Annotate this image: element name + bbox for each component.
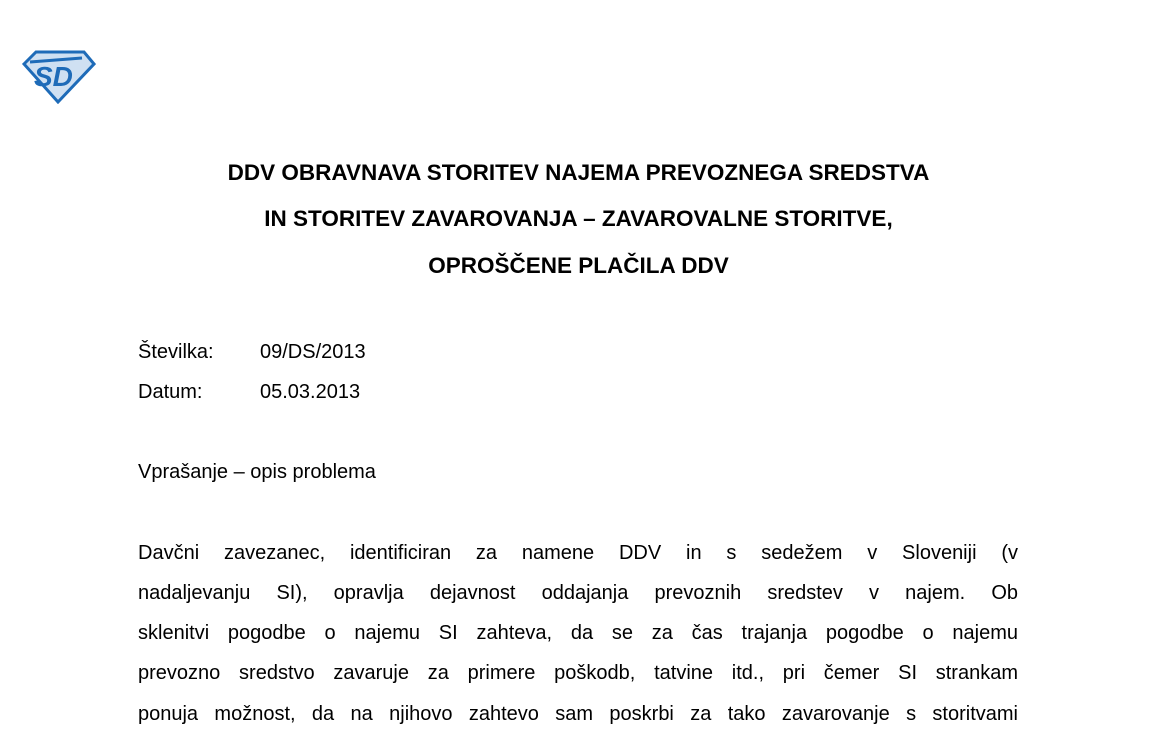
body-line: nadaljevanju SI), opravlja dejavnost oddajanja prevoznih sredstev v najem. Ob [138, 582, 1018, 604]
body-line: prevozno sredstvo zavaruje za primere poškodb, tatvine itd., pri čemer SI strankam [138, 662, 1018, 684]
meta-number [138, 341, 366, 364]
meta-date [138, 381, 360, 404]
body-line: Davčni zavezanec, identificiran za namene DDV in s sedežem v Sloveniji (v [138, 542, 1018, 564]
meta-label: Številka: [138, 341, 214, 363]
svg-text:SD: SD [34, 61, 73, 92]
section-heading: Vprašanje – opis problema [138, 461, 376, 483]
title-line-3: OPROŠČENE PLAČILA DDV [428, 253, 729, 278]
meta-label: Datum: [138, 381, 203, 403]
company-logo [22, 50, 96, 104]
body-line: ponuja možnost, da na njihovo zahtevo sam poskrbi za tako zavarovanje s storitvami [138, 703, 1018, 725]
body-line: sklenitvi pogodbe o najemu SI zahteva, da se za čas trajanja pogodbe o najemu [138, 622, 1018, 644]
title-line-2: IN STORITEV ZAVAROVANJA – ZAVAROVALNE STORITVE, [264, 206, 893, 231]
title-line-1: DDV OBRAVNAVA STORITEV NAJEMA PREVOZNEGA SREDSTVA [227, 160, 930, 185]
meta-value: 09/DS/2013 [260, 341, 366, 363]
meta-value: 05.03.2013 [260, 381, 361, 403]
